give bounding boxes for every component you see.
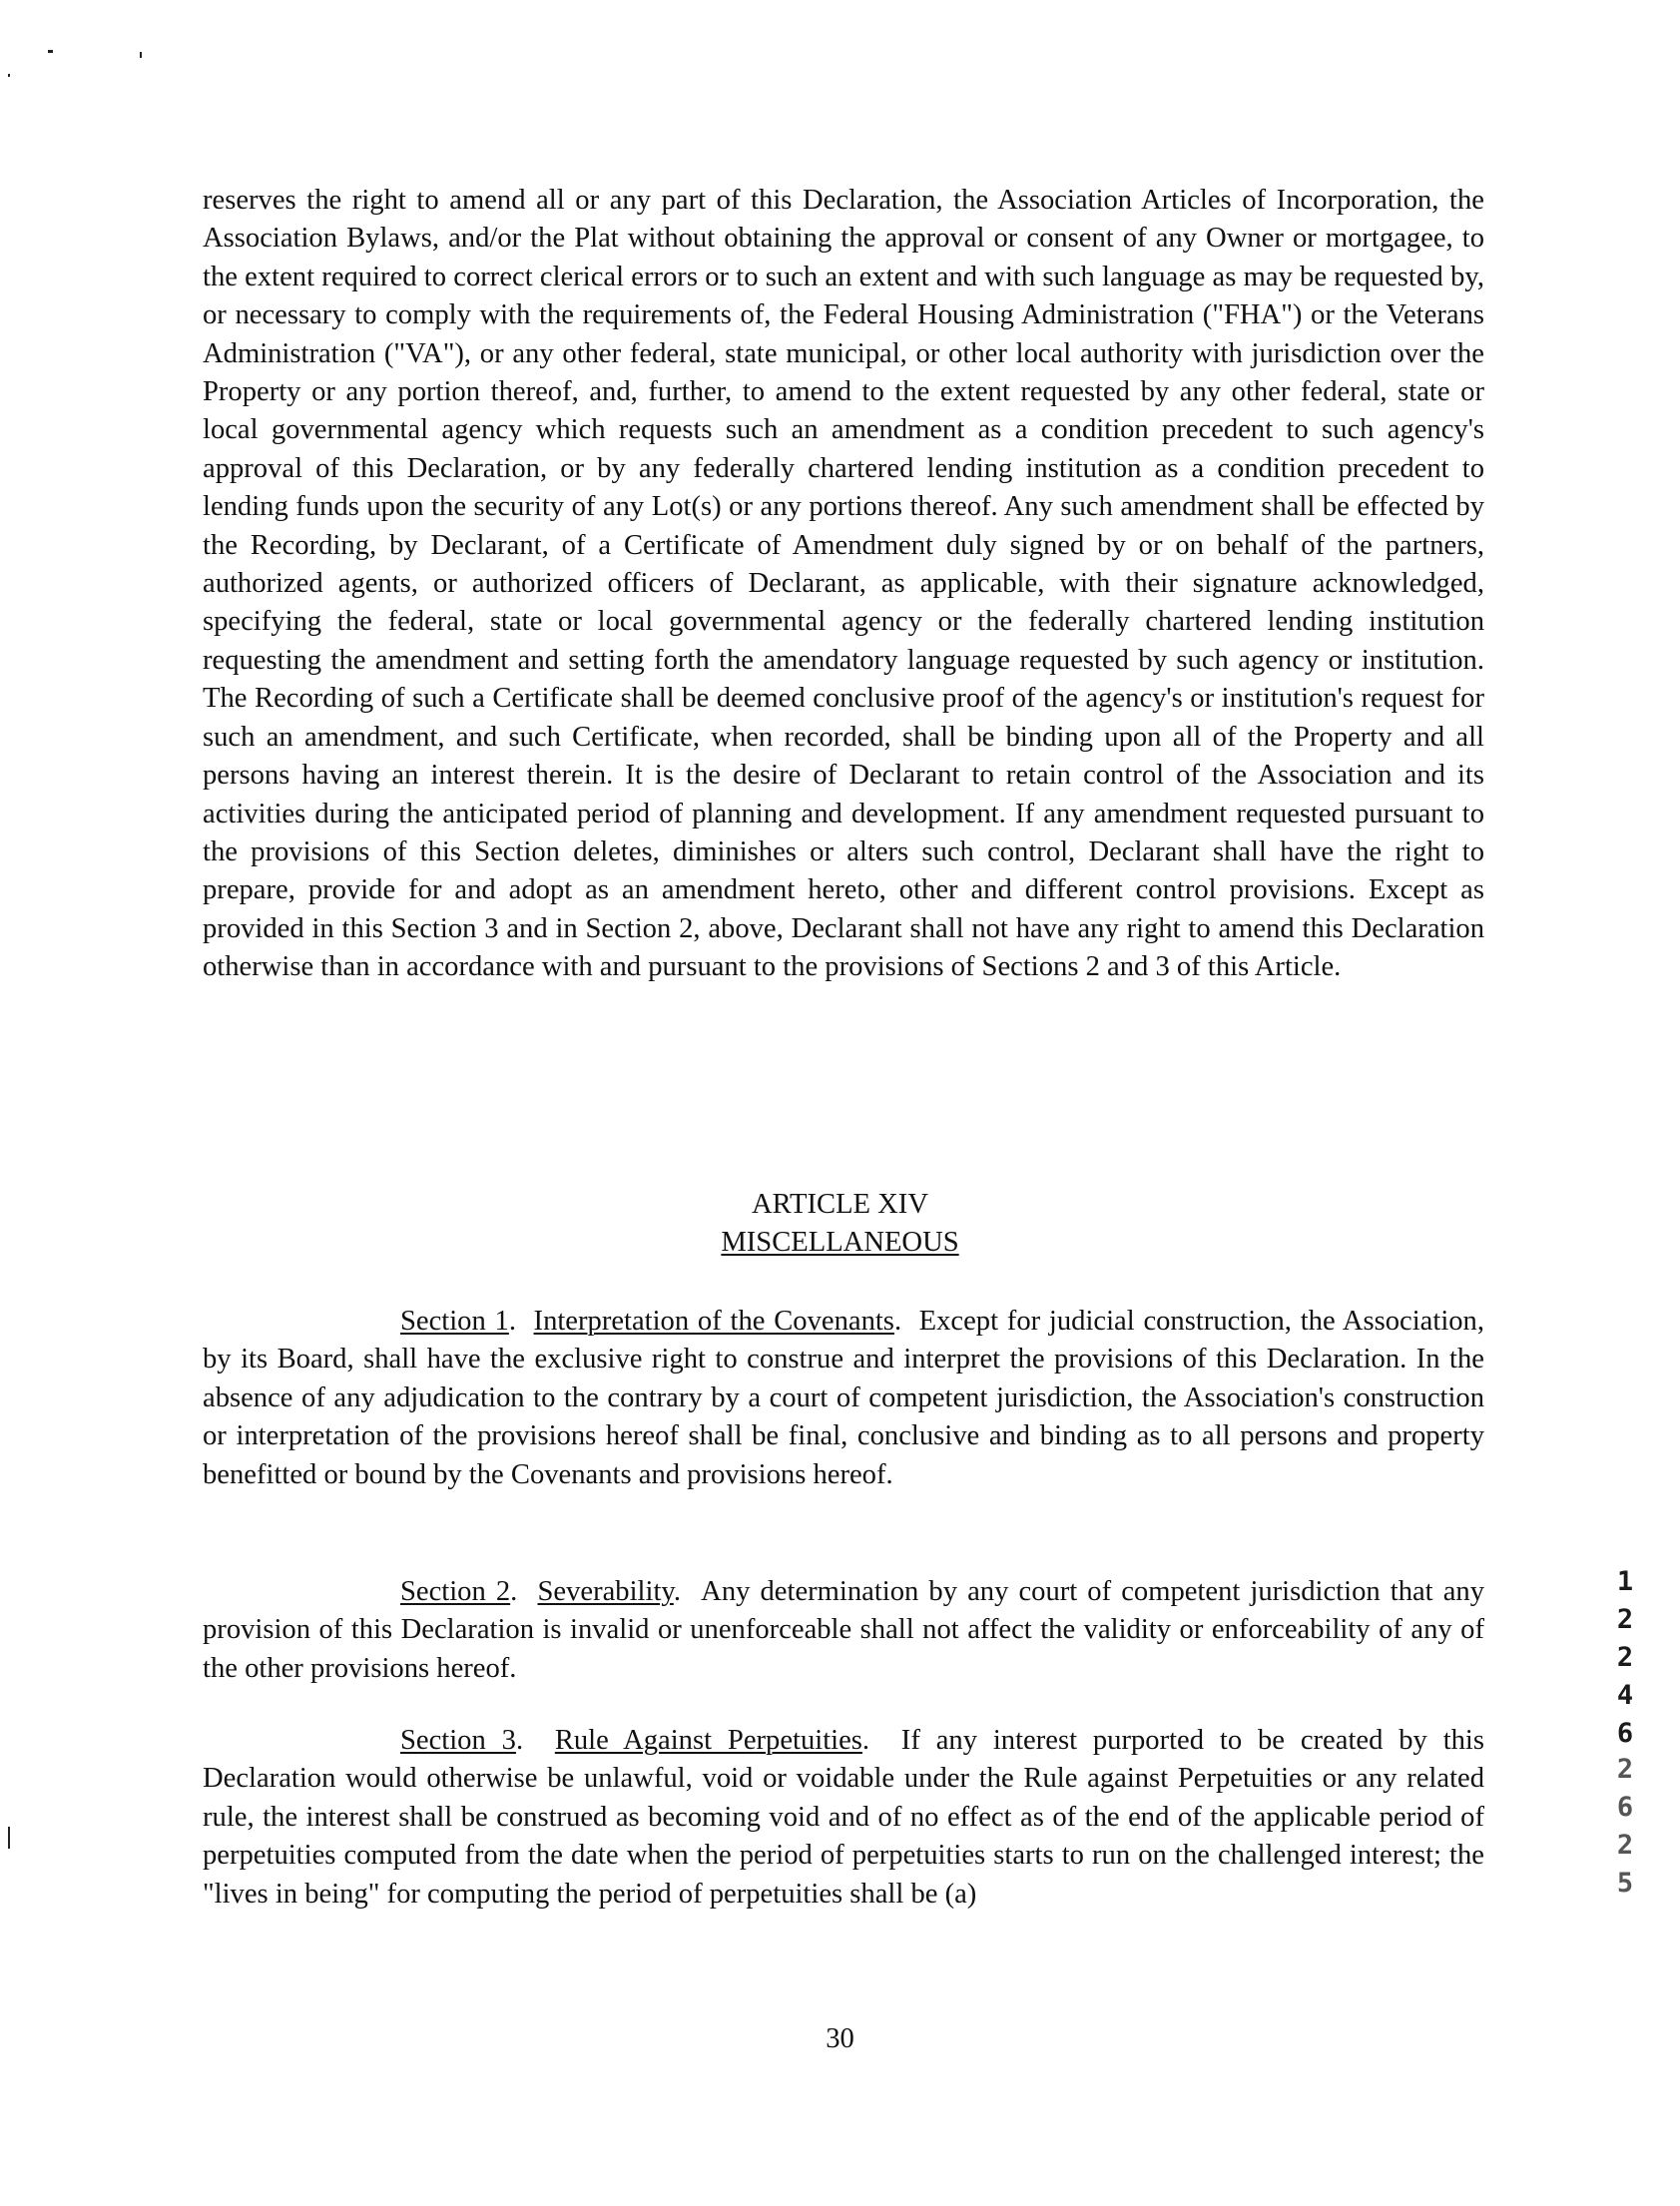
article-title: MISCELLANEOUS [721, 1227, 959, 1258]
continued-paragraph: reserves the right to amend all or any part of this Declaration, the Association Articles of Incorporation, the Association Bylaws, and/or the Plat without obtaining the approval or consent of any Owner or mortgagee, to the extent required to correct clerical errors or to such an extent and with such language as may be requested by, or necessary to comply with the requirements of, the Federal Housing Administration ("FHA") or the Veterans Administration ("VA"), or any other federal, state municipal, or other local authority with jurisdiction over the Property or any portion thereof, and, further, to amend to the extent requested by any other federal, state or local governmental agency which requests such an amendment as a condition precedent to such agency's approval of this Declaration, or by any federally chartered lending institution as a condition precedent to lending funds upon the security of any Lot(s) or any portions thereof. Any such amendment shall be effected by the Recording, by Declarant, of a Certificate of Amendment duly signed by or on behalf of the partners, authorized agents, or authorized officers of Declarant, as applicable, with their signature acknowledged, specifying the federal, state or local governmental agency or the federally chartered lending institution requesting the amendment and setting forth the amendatory language requested by such agency or institution. The Recording of such a Certificate shall be deemed conclusive proof of the agency's or institution's request for such an amendment, and such Certificate, when recorded, shall be binding upon all of the Property and all persons having an interest therein. It is the desire of Declarant to retain control of the Association and its activities during the anticipated period of planning and development. If any amendment requested pursuant to the provisions of this Section deletes, diminishes or alters such control, Declarant shall have the right to prepare, provide for and adopt as an amendment hereto, other and different control provisions. Except as provided in this Section 3 and in Section 2, above, Declarant shall not have any right to amend this Declaration otherwise than in accordance with and pursuant to the provisions of Sections 2 and 3 of this Article. [203, 185, 1484, 983]
page-number: 30 [826, 2023, 854, 2054]
scan-speck [140, 52, 142, 58]
stamp-digit: 2 [1616, 1604, 1634, 1635]
section-3-label: Section 3 [400, 1725, 516, 1756]
stamp-digit: 5 [1616, 1868, 1634, 1899]
section-2-heading: Severability [537, 1576, 674, 1607]
section-1-text: Except for judicial construction, the Association, by its Board, shall have the exclusive right to construe and interpret the provisions of this Declaration. In the absence of any adjudication to the contrary by a court of competent jurisdiction, the Association's construction or interpretation of the provisions hereof shall be final, conclusive and binding as to all persons and property benefitted or bound by the Covenants and provisions hereof. [203, 1306, 1484, 1490]
section-1-heading: Interpretation of the Covenants [533, 1306, 894, 1337]
margin-stamp-top [1610, 1563, 1640, 1753]
stamp-digit: 6 [1616, 1792, 1634, 1823]
section-3-text: If any interest purported to be created by this Declaration would otherwise be unlawful, void or voidable under the Rule against Perpetuities or any related rule, the interest shall be construed as becoming void and of no effect as of the end of the applicable period of perpetuities computed from the date when the period of perpetuities starts to run on the challenged interest; the "lives in being" for computing the period of perpetuities shall be (a) [203, 1725, 1485, 1910]
scan-speck [48, 50, 53, 53]
section-3-heading: Rule Against Perpetuities [554, 1725, 862, 1756]
scan-speck [8, 74, 10, 77]
article-heading [0, 1186, 1680, 1262]
stamp-digit: 4 [1616, 1680, 1634, 1711]
stamp-digit: 2 [1616, 1642, 1634, 1673]
section-2-text: Any determination by any court of competent jurisdiction that any provision of this Declaration is invalid or unenforceable shall not affect the validity or enforceability of any of the other provisions hereof. [203, 1576, 1485, 1684]
stamp-digit: 6 [1616, 1718, 1634, 1749]
stamp-digit: 2 [1616, 1754, 1634, 1785]
stamp-digit: 2 [1616, 1830, 1634, 1861]
section-2-paragraph: Section 2. Severability. Any determination by any court of competent jurisdiction that any provision of this Declaration is invalid or unenforceable shall not affect the validity or enforceability of any of the other provisions hereof. [203, 1576, 1485, 1684]
margin-stamp-bottom [1610, 1751, 1640, 1903]
section-1-label: Section 1 [400, 1306, 509, 1337]
scan-speck [8, 1827, 10, 1849]
section-1-paragraph: Section 1. Interpretation of the Covenants. Except for judicial construction, the Association, by its Board, shall have the exclusive right to construe and interpret the provisions of this Declaration. In the absence of any adjudication to the contrary by a court of competent jurisdiction, the Association's construction or interpretation of the provisions hereof shall be final, conclusive and binding as to all persons and property benefitted or bound by the Covenants and provisions hereof. [203, 1306, 1484, 1490]
section-2-label: Section 2 [400, 1576, 511, 1607]
section-3-paragraph: Section 3. Rule Against Perpetuities. If any interest purported to be created by this Declaration would otherwise be unlawful, void or voidable under the Rule against Perpetuities or any related rule, the interest shall be construed as becoming void and of no effect as of the end of the applicable period of perpetuities computed from the date when the period of perpetuities starts to run on the challenged interest; the "lives in being" for computing the period of perpetuities shall be (a) [203, 1725, 1485, 1910]
article-number: ARTICLE XIV [752, 1189, 928, 1220]
stamp-digit: 1 [1616, 1566, 1634, 1597]
